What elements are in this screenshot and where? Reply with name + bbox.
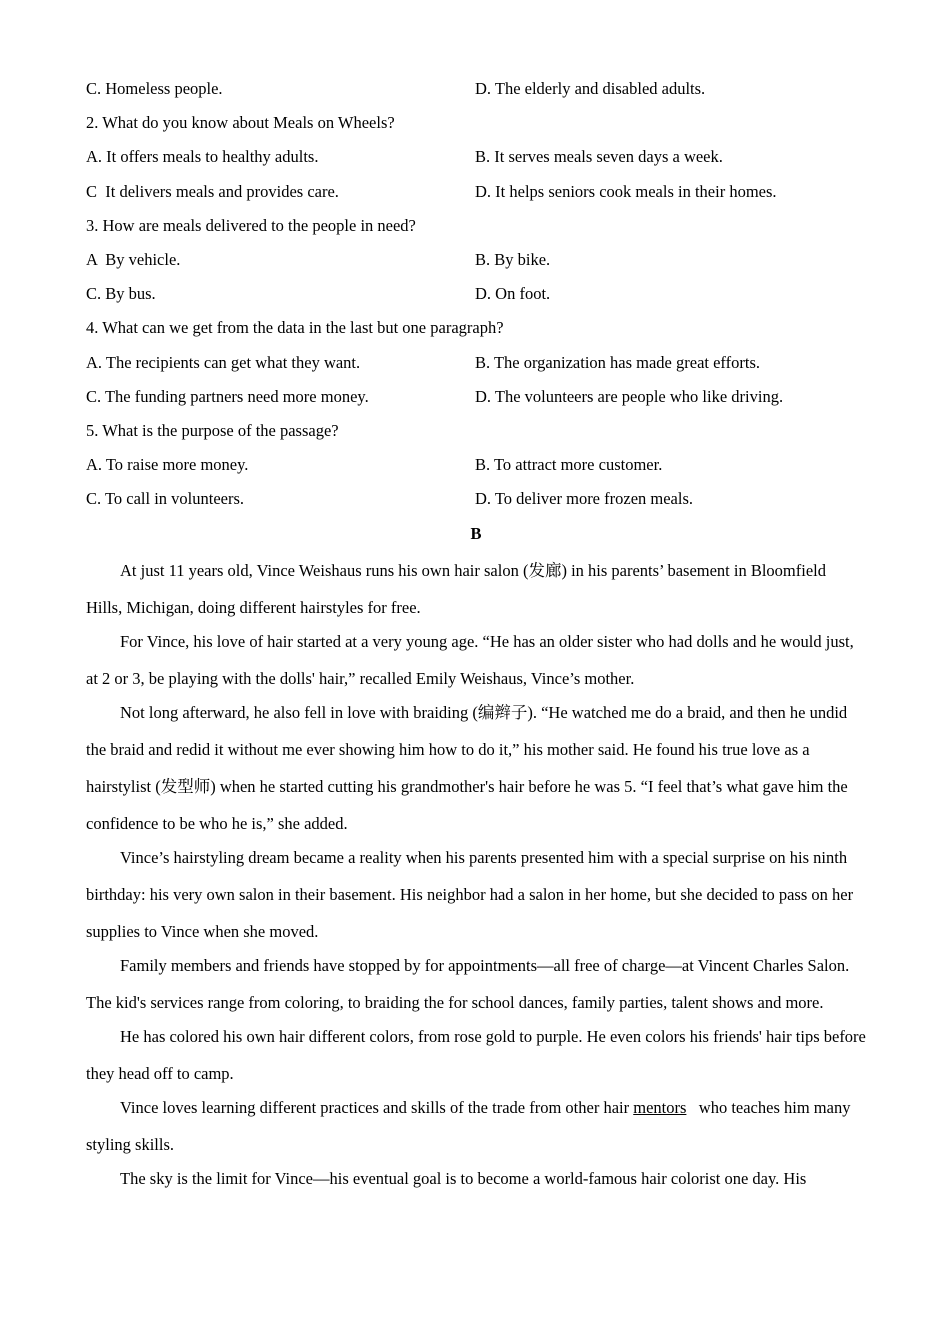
- paragraph-4: Vince’s hairstyling dream became a reality when his parents presented him with a special surprise on his ninth birthday: his very own salon in their basement. His neighbor had a salon in her home, but she decided to pass on her supplies to Vince when she moved.: [86, 848, 854, 942]
- q2-option-a: A. It offers meals to healthy adults.: [86, 147, 319, 167]
- q3-option-c: C. By bus.: [86, 284, 156, 304]
- q4-option-a: A. The recipients can get what they want.: [86, 352, 361, 372]
- q2-option-b: B. It serves meals seven days a week.: [475, 147, 723, 167]
- paragraph-8: The sky is the limit for Vince—his eventual goal is to become a world-famous hair colorist one day. His: [120, 1169, 807, 1189]
- question-3-options-row-1: [86, 243, 866, 277]
- q5-option-a: A. To raise more money.: [86, 455, 249, 475]
- q4-option-b: B. The organization has made great efforts.: [475, 352, 760, 372]
- paragraph-5: Family members and friends have stopped by for appointments—all free of charge—at Vincent Charles Salon. The kid's services range from coloring, to braiding the for school dances, family parties, talent shows and more.: [86, 956, 850, 1013]
- q3-option-b: B. By bike.: [475, 249, 551, 269]
- paragraph-7: Vince loves learning different practices and skills of the trade from other hair mentors who teaches him many styling skills.: [86, 1098, 855, 1155]
- question-3-options-row-2: [86, 277, 866, 311]
- question-1-options-row: [86, 72, 866, 106]
- question-4-stem: 4. What can we get from the data in the last but one paragraph?: [86, 318, 504, 338]
- question-4-options-row-2: [86, 380, 866, 414]
- section-b-heading: B: [470, 524, 482, 544]
- question-5-options-row-2: [86, 482, 866, 516]
- q5-option-c: C. To call in volunteers.: [86, 489, 245, 509]
- q2-option-d: D. It helps seniors cook meals in their homes.: [475, 181, 777, 201]
- question-2-options-row-2: [86, 175, 866, 209]
- q4-option-d: D. The volunteers are people who like driving.: [475, 386, 784, 406]
- q5-option-b: B. To attract more customer.: [475, 455, 663, 475]
- paragraph-1: At just 11 years old, Vince Weishaus runs his own hair salon (发廊) in his parents’ basement in Bloomfield Hills, Michigan, doing different hairstyles for free.: [86, 561, 827, 618]
- document-page: [86, 72, 866, 1197]
- q2-option-c: C It delivers meals and provides care.: [86, 181, 339, 201]
- question-3-stem: 3. How are meals delivered to the people in need?: [86, 215, 416, 235]
- paragraph-2: For Vince, his love of hair started at a very young age. “He has an older sister who had dolls and he would just, at 2 or 3, be playing with the dolls' hair,” recalled Emily Weishaus, Vince’s mother.: [86, 632, 854, 689]
- q1-option-c: C. Homeless people.: [86, 79, 223, 98]
- q3-option-a: A By vehicle.: [86, 249, 181, 269]
- paragraph-3: Not long afterward, he also fell in love with braiding (编辫子). “He watched me do a braid, and then he undid the braid and redid it without me ever showing him how to do it,” his mother said. He found his true love as a hairstylist (发型师) when he started cutting his grandmother's hair before he was 5. “I feel that’s what gave him the confidence to be who he is,” she added.: [86, 703, 848, 834]
- q3-option-d: D. On foot.: [475, 284, 551, 304]
- q5-option-d: D. To deliver more frozen meals.: [475, 489, 694, 509]
- question-5-options-row-1: [86, 448, 866, 482]
- question-2-options-row-1: [86, 140, 866, 174]
- question-2-stem: 2. What do you know about Meals on Wheels?: [86, 113, 395, 133]
- paragraph-6: He has colored his own hair different colors, from rose gold to purple. He even colors his friends' hair tips before they head off to camp.: [86, 1027, 866, 1084]
- question-5-stem: 5. What is the purpose of the passage?: [86, 420, 339, 440]
- q1-option-d: D. The elderly and disabled adults.: [475, 79, 706, 98]
- underlined-word-mentors: mentors: [633, 1098, 687, 1118]
- question-4-options-row-1: [86, 346, 866, 380]
- q4-option-c: C. The funding partners need more money.: [86, 386, 369, 406]
